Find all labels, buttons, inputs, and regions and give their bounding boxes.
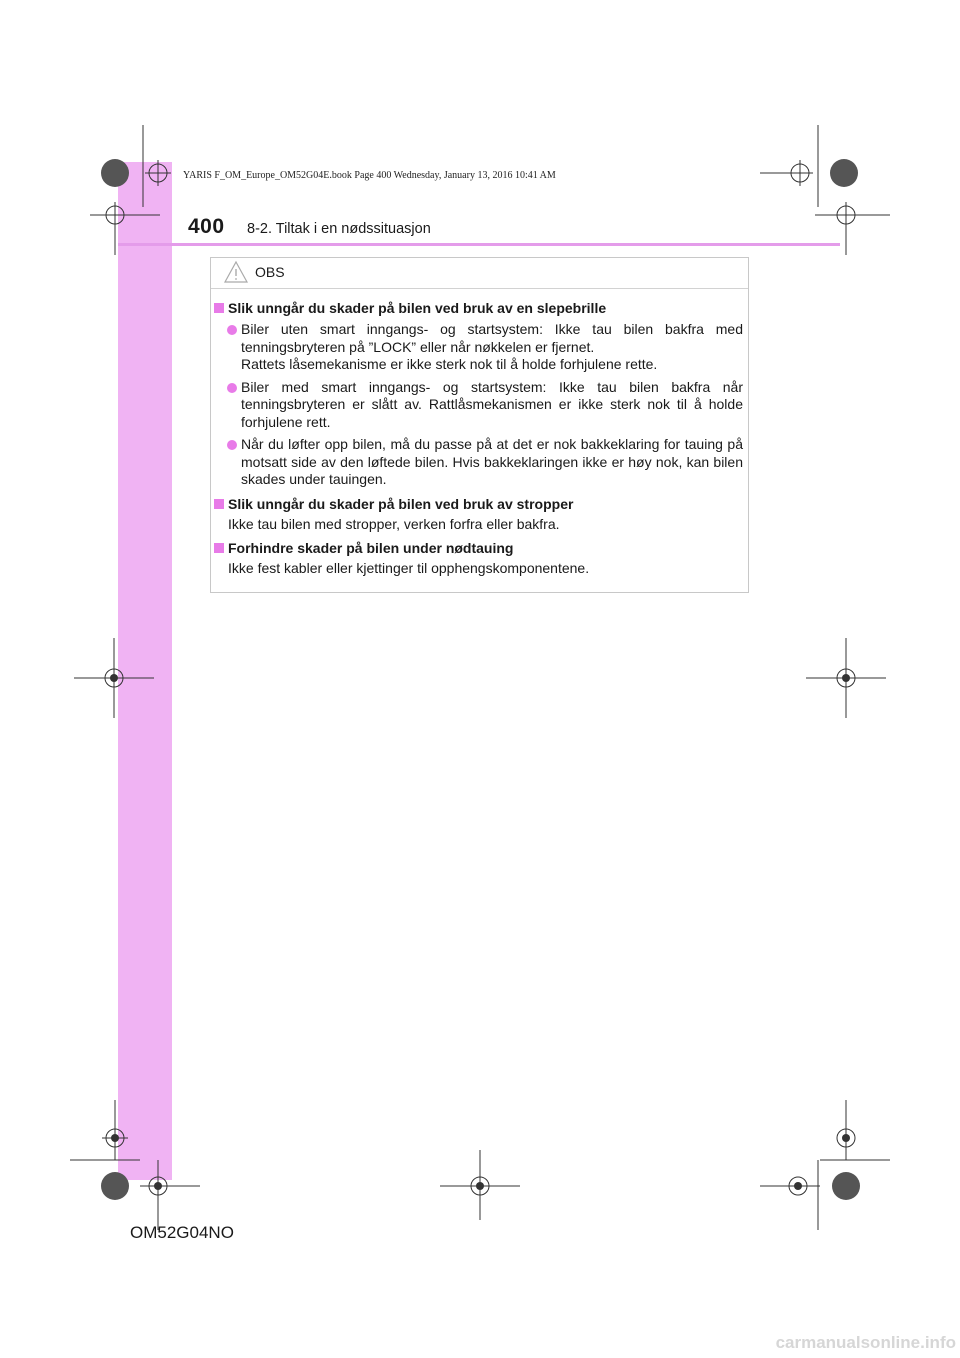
square-bullet-icon xyxy=(214,499,224,509)
page-number: 400 xyxy=(188,215,225,238)
section-heading xyxy=(211,494,750,514)
crop-mark-bottom-right xyxy=(760,1100,900,1230)
round-bullet-icon xyxy=(227,325,237,335)
bullet-item xyxy=(211,436,750,489)
watermark-text: carmanualsonline.info xyxy=(775,1333,956,1352)
print-info: YARIS F_OM_Europe_OM52G04E.book Page 400 Wednesday, January 13, 2016 10:41 AM xyxy=(183,170,556,181)
square-bullet-icon xyxy=(214,303,224,313)
bullet-item xyxy=(211,379,750,432)
round-bullet-icon xyxy=(227,383,237,393)
watermark-logo xyxy=(768,1320,960,1358)
footer-code: OM52G04NO xyxy=(130,1223,234,1242)
warning-triangle-icon xyxy=(223,260,249,284)
bullet-text: Biler med smart inngangs- og startsystem: Ikke tau bilen bakfra når tenningsbryteren er slått av. Rattlåsmekanismen er ikke sterk nok til å holde forhjulene rett. xyxy=(241,378,743,430)
notice-box xyxy=(210,257,749,593)
section-title: 8-2. Tiltak i en nødssituasjon xyxy=(247,221,431,237)
crop-mark-bottom-center xyxy=(440,1150,520,1220)
notice-header xyxy=(211,258,748,289)
heading-text: Forhindre skader på bilen under nødtauing xyxy=(228,540,514,556)
notice-body xyxy=(211,298,750,578)
section-text: Ikke fest kabler eller kjettinger til opphengskomponentene. xyxy=(228,560,590,576)
bullet-item xyxy=(211,321,750,374)
crop-mark-mid-left xyxy=(74,638,154,718)
heading-text: Slik unngår du skader på bilen ved bruk av en slepebrille xyxy=(228,300,607,316)
section-heading xyxy=(211,538,750,558)
heading-text: Slik unngår du skader på bilen ved bruk av stropper xyxy=(228,495,574,512)
section-text: Ikke tau bilen med stropper, verken forfra eller bakfra. xyxy=(228,515,560,532)
crop-mark-top-right xyxy=(760,125,900,255)
bullet-text: Rattets låsemekanisme er ikke sterk nok til å holde forhjulene rette. xyxy=(241,356,658,372)
notice-title: OBS xyxy=(255,264,285,280)
bullet-text: Når du løfter opp bilen, må du passe på at det er nok bakkeklaring for tauing på motsatt side av den løftede bilen. Hvis bakkeklaringen ikke er høy nok, kan bilen skades under tauingen. xyxy=(241,436,743,487)
crop-mark-mid-right xyxy=(806,638,886,718)
section-heading xyxy=(211,298,750,318)
crop-mark-top-left xyxy=(90,125,220,255)
crop-mark-bottom-left xyxy=(70,1100,220,1230)
round-bullet-icon xyxy=(227,440,237,450)
bullet-text: Biler uten smart inngangs- og startsystem: Ikke tau bilen bakfra med tenningsbryteren på ”LOCK” eller når nøkkelen er fjernet. xyxy=(241,321,743,355)
header-rule xyxy=(118,243,840,246)
square-bullet-icon xyxy=(214,543,224,553)
